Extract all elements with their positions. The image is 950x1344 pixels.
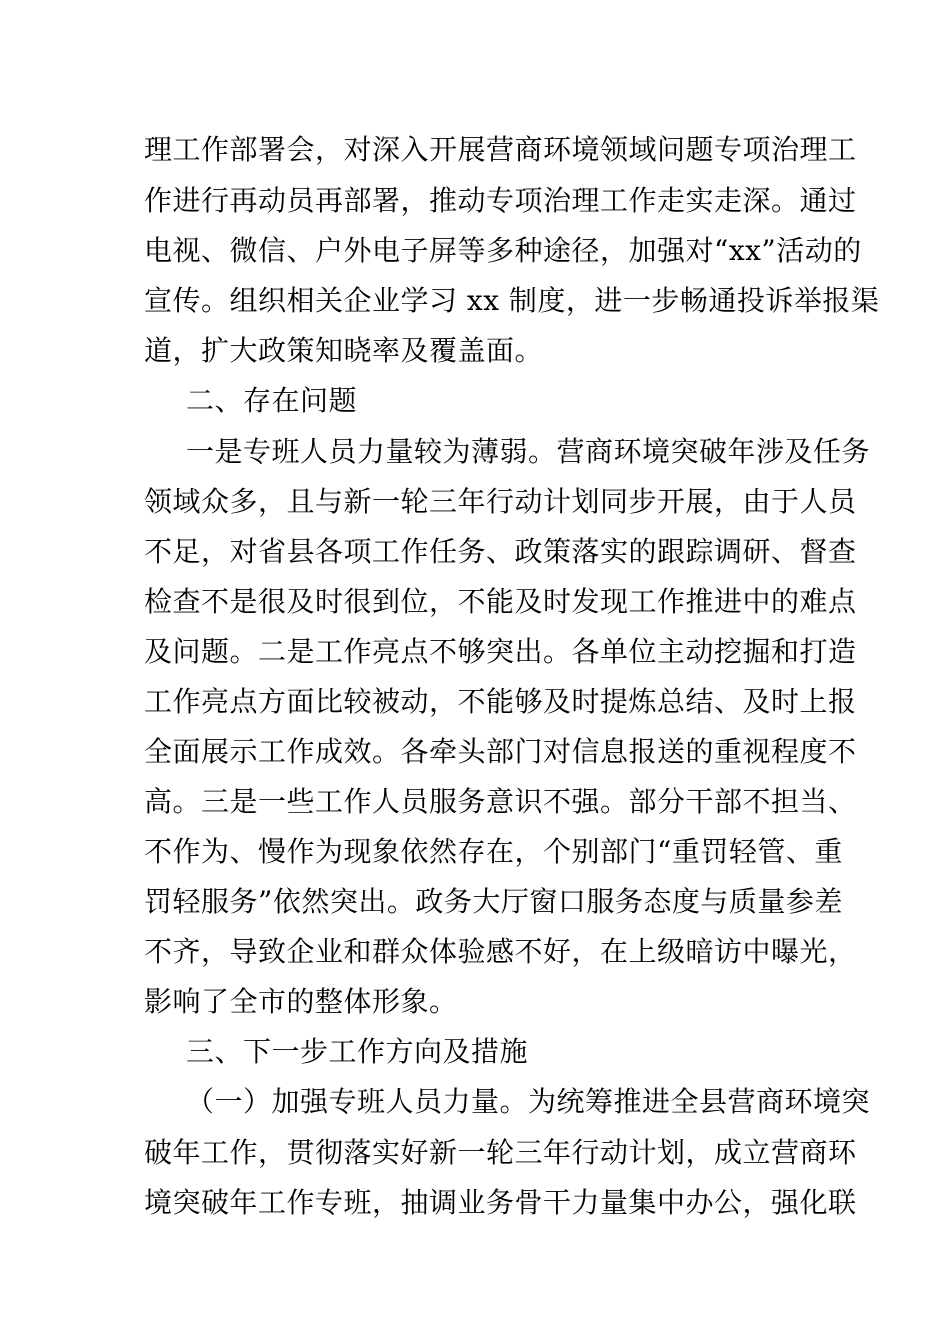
section-heading-problems: 二、存在问题: [186, 384, 358, 417]
paragraph-line: 境突破年工作专班，抽调业务骨干力量集中办公，强化联: [144, 1186, 857, 1219]
paragraph-line: （一）加强专班人员力量。为统筹推进全县营商环境突: [186, 1085, 871, 1118]
paragraph-line: 高。三是一些工作人员服务意识不强。部分干部不担当、: [144, 785, 857, 818]
paragraph-line: 一是专班人员力量较为薄弱。营商环境突破年涉及任务: [186, 435, 871, 468]
paragraph-line: 罚轻服务”依然突出。政务大厅窗口服务态度与质量参差: [144, 885, 843, 918]
paragraph-line: 不齐，导致企业和群众体验感不好，在上级暗访中曝光，: [144, 935, 857, 968]
paragraph-line: 道，扩大政策知晓率及覆盖面。: [144, 334, 544, 367]
paragraph-line: 工作亮点方面比较被动，不能够及时提炼总结、及时上报: [144, 685, 857, 718]
paragraph-line: 不作为、慢作为现象依然存在，个别部门“重罚轻管、重: [144, 835, 843, 868]
paragraph-line: 作进行再动员再部署，推动专项治理工作走实走深。通过: [144, 184, 857, 217]
paragraph-line: 影响了全市的整体形象。: [144, 985, 458, 1018]
paragraph-line: 全面展示工作成效。各牵头部门对信息报送的重视程度不: [144, 735, 857, 768]
paragraph-line: 及问题。二是工作亮点不够突出。各单位主动挖掘和打造: [144, 635, 857, 668]
paragraph-line: 破年工作，贯彻落实好新一轮三年行动计划，成立营商环: [144, 1136, 857, 1169]
paragraph-line: 领域众多，且与新一轮三年行动计划同步开展，由于人员: [144, 485, 857, 518]
section-heading-next-steps: 三、下一步工作方向及措施: [186, 1035, 529, 1068]
paragraph-line: 宣传。组织相关企业学习 xx 制度，进一步畅通投诉举报渠: [144, 284, 880, 317]
paragraph-line: 检查不是很及时很到位，不能及时发现工作推进中的难点: [144, 585, 857, 618]
paragraph-line: 不足，对省县各项工作任务、政策落实的跟踪调研、督查: [144, 535, 857, 568]
paragraph-line: 电视、微信、户外电子屏等多种途径，加强对“xx”活动的: [144, 234, 862, 267]
paragraph-line: 理工作部署会，对深入开展营商环境领域问题专项治理工: [144, 133, 857, 166]
